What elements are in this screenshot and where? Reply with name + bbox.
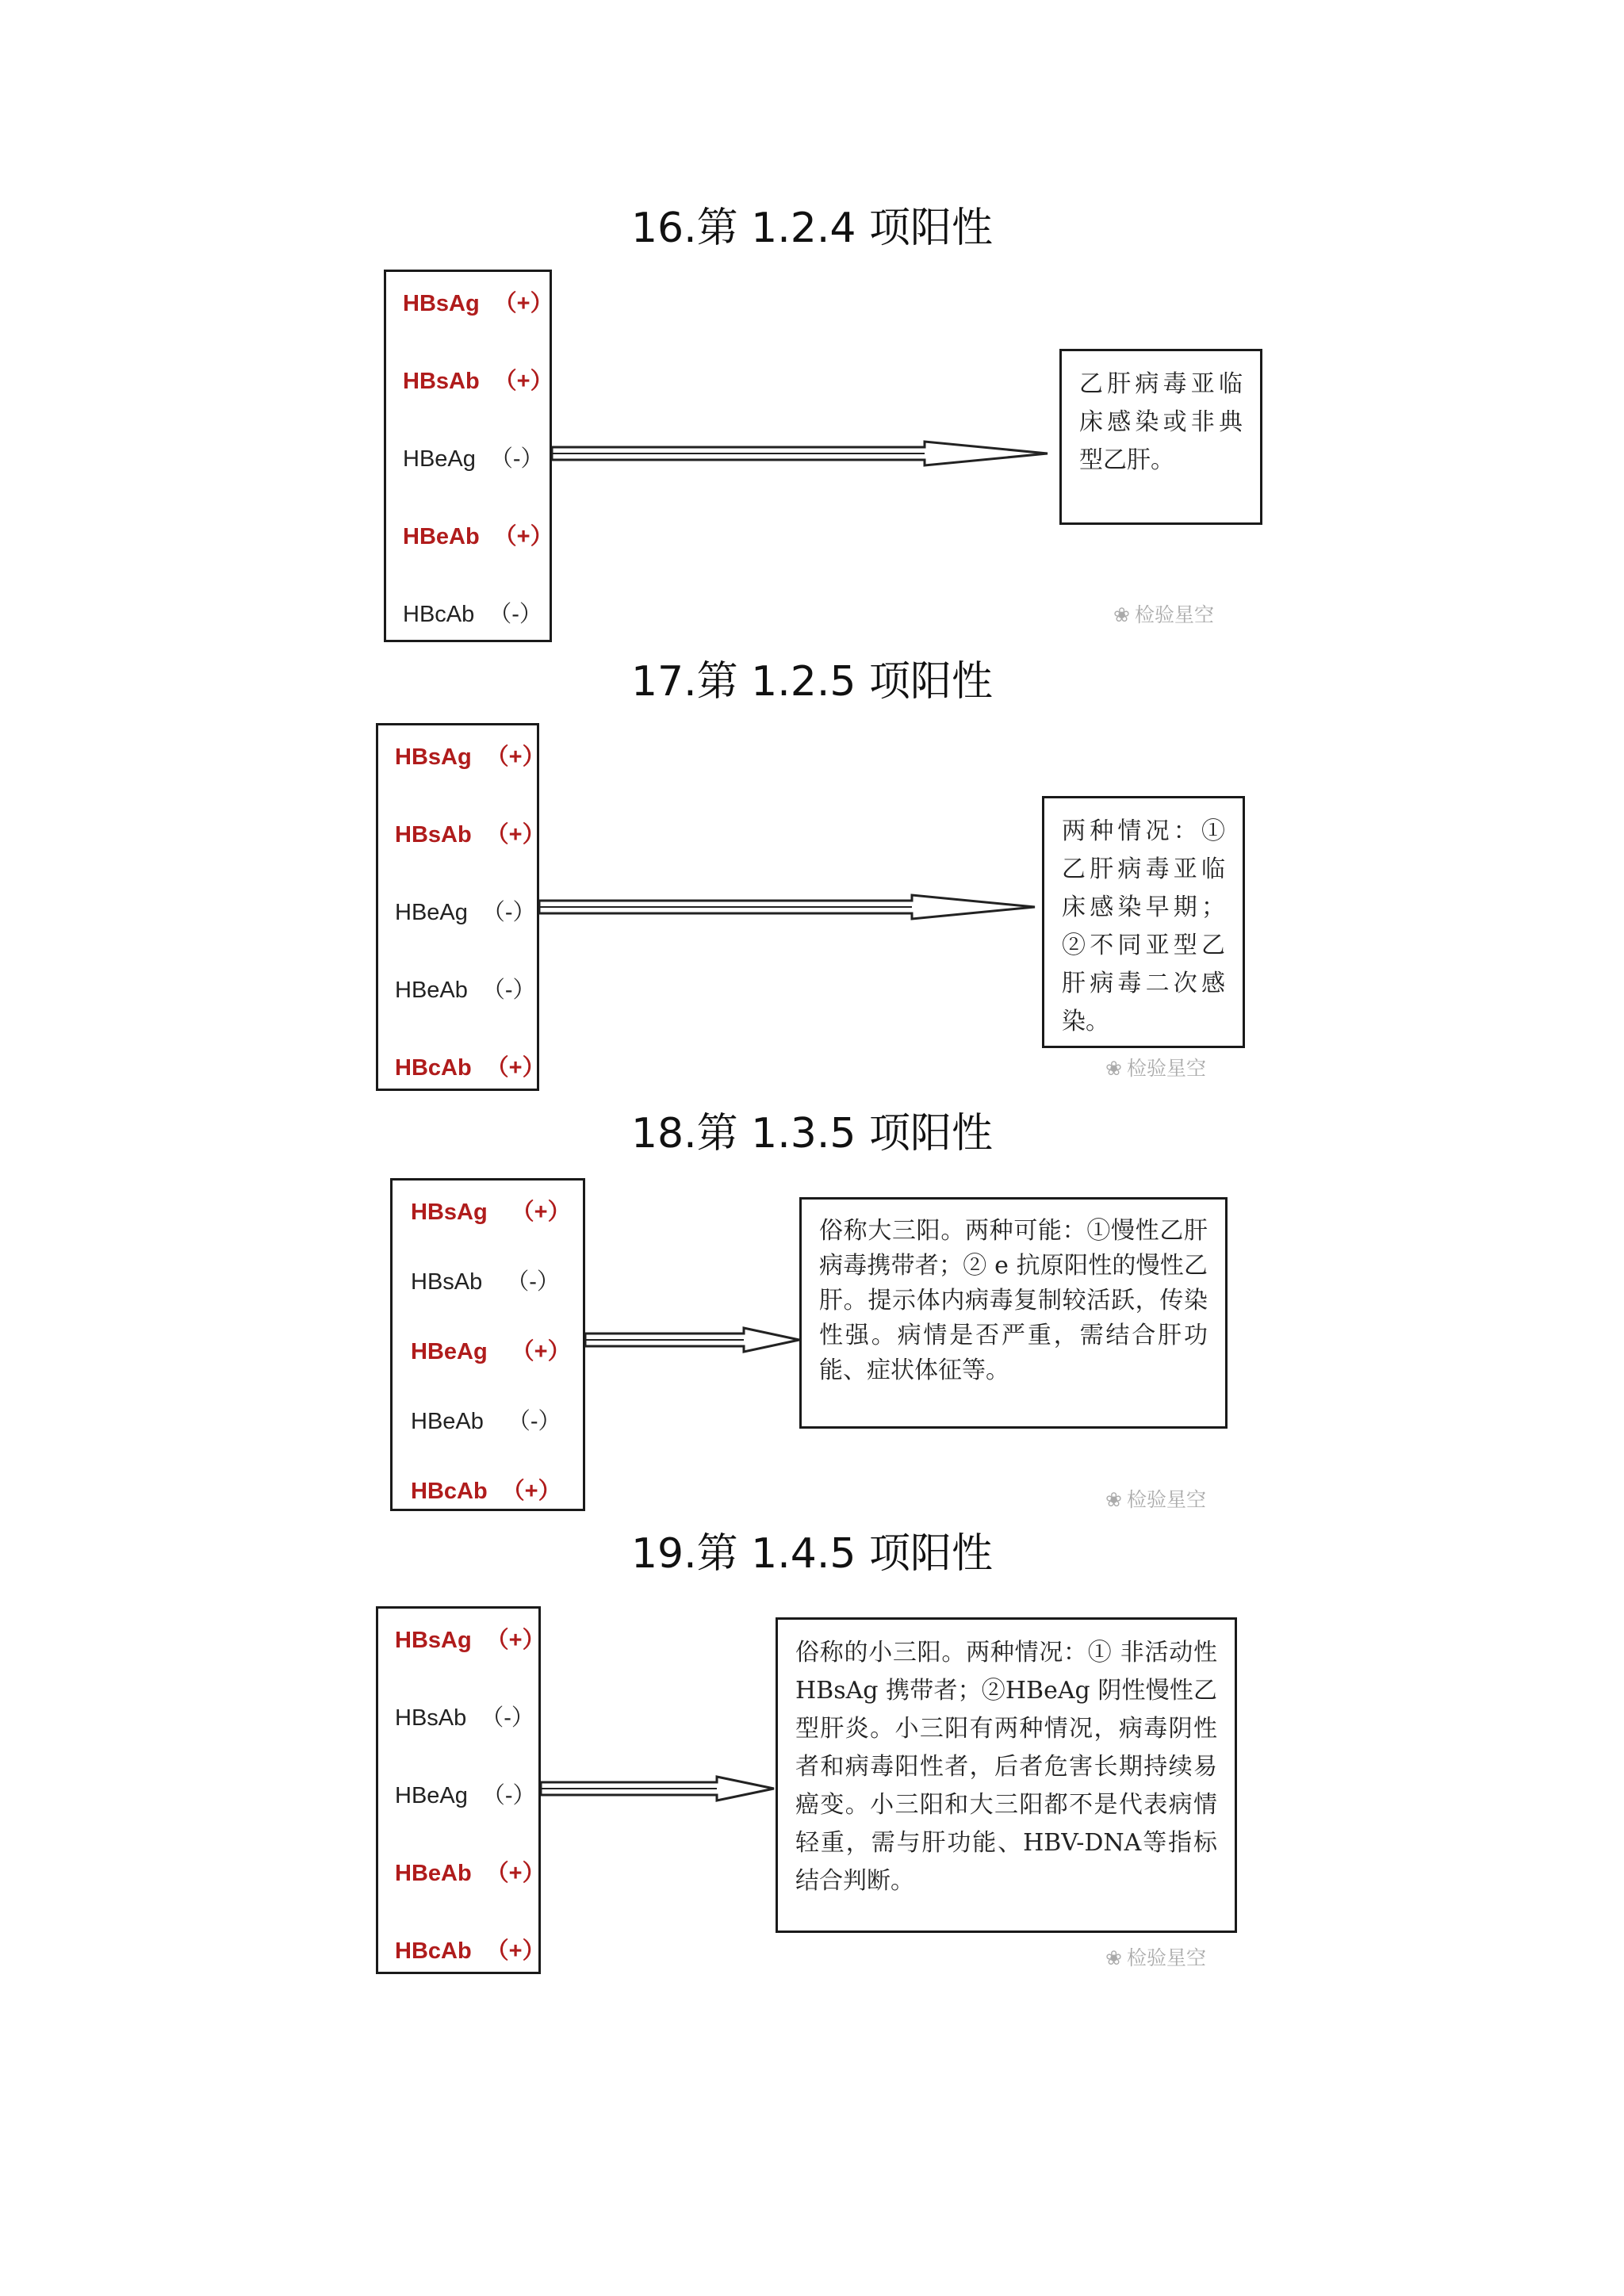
marker-hbsag: HBsAg （+） bbox=[411, 1200, 571, 1225]
marker-hbsab: HBsAb （-） bbox=[411, 1269, 560, 1295]
wechat-icon: ❀ bbox=[1105, 1946, 1122, 1969]
arrow-icon bbox=[552, 439, 1059, 468]
marker-hbeab: HBeAb （-） bbox=[411, 1409, 561, 1434]
result-box bbox=[1042, 796, 1245, 1048]
marker-hbeab: HBeAb （+） bbox=[403, 524, 553, 549]
marker-hbeab: HBeAb （+） bbox=[395, 1861, 546, 1886]
marker-hbsab: HBsAb （-） bbox=[395, 1705, 534, 1731]
result-box bbox=[776, 1617, 1237, 1933]
watermark: ❀ 检验星空 bbox=[1113, 603, 1214, 626]
watermark: ❀ 检验星空 bbox=[1105, 1488, 1206, 1511]
marker-hbcab: HBcAb （+） bbox=[395, 1938, 546, 1964]
section-heading: 18.第 1.3.5 项阳性 bbox=[630, 1110, 994, 1158]
arrow-icon bbox=[541, 1774, 779, 1803]
marker-hbcab: HBcAb （-） bbox=[403, 602, 542, 627]
marker-hbsag: HBsAg （+） bbox=[403, 291, 553, 316]
marker-hbeab: HBeAb （-） bbox=[395, 978, 536, 1003]
marker-hbcab: HBcAb （+） bbox=[411, 1479, 561, 1504]
wechat-icon: ❀ bbox=[1105, 1488, 1122, 1511]
result-text: 两种情况：①乙肝病毒亚临床感染早期；②不同亚型乙肝病毒二次感染。 bbox=[1062, 817, 1225, 1035]
section-heading: 16.第 1.2.4 项阳性 bbox=[630, 205, 994, 252]
section-heading: 17.第 1.2.5 项阳性 bbox=[630, 658, 994, 706]
section-heading: 19.第 1.4.5 项阳性 bbox=[630, 1530, 994, 1578]
wechat-icon: ❀ bbox=[1105, 1057, 1122, 1080]
result-box bbox=[1059, 349, 1262, 525]
marker-hbeag: HBeAg （+） bbox=[411, 1339, 571, 1364]
marker-hbcab: HBcAb （+） bbox=[395, 1055, 546, 1081]
marker-hbsag: HBsAg （+） bbox=[395, 1628, 546, 1653]
result-box bbox=[799, 1197, 1228, 1429]
result-text: 俗称大三阳。两种可能：①慢性乙肝病毒携带者；② e 抗原阳性的慢性乙肝。提示体内病毒复制较活跃，传染性强。病情是否严重，需结合肝功能、症状体征等。 bbox=[819, 1217, 1208, 1384]
marker-hbsag: HBsAg （+） bbox=[395, 744, 546, 770]
marker-hbeag: HBeAg （-） bbox=[395, 900, 536, 925]
result-text: 俗称的小三阳。两种情况：① 非活动性 HBsAg 携带者；②HBeAg 阴性慢性乙型肝炎。小三阳有两种情况，病毒阴性者和病毒阳性者，后者危害长期持续易癌变。小三阳和大三阳都不是代表病情轻重，需与肝功能、HBV-DNA等指标结合判断。 bbox=[795, 1639, 1217, 1895]
watermark: ❀ 检验星空 bbox=[1105, 1057, 1206, 1080]
marker-hbeag: HBeAg （-） bbox=[403, 446, 544, 472]
marker-hbeag: HBeAg （-） bbox=[395, 1783, 536, 1808]
watermark: ❀ 检验星空 bbox=[1105, 1946, 1206, 1969]
arrow-icon bbox=[585, 1326, 804, 1354]
marker-hbsab: HBsAb （+） bbox=[395, 822, 546, 848]
result-text: 乙肝病毒亚临床感染或非典型乙肝。 bbox=[1079, 370, 1243, 474]
marker-hbsab: HBsAb （+） bbox=[403, 369, 553, 394]
wechat-icon: ❀ bbox=[1113, 603, 1130, 626]
arrow-icon bbox=[539, 893, 1044, 921]
